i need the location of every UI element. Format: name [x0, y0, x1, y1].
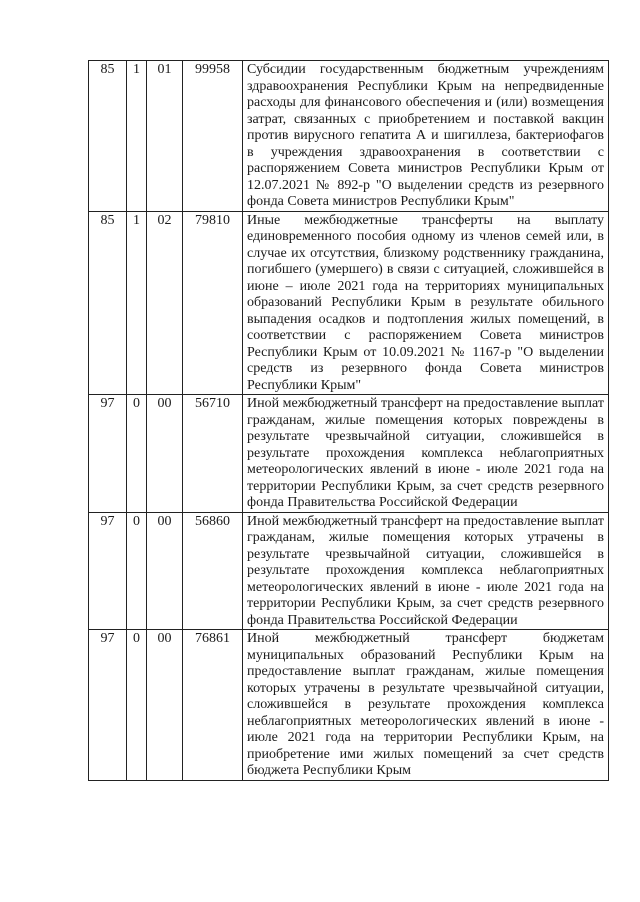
description-cell: Иной межбюджетный трансферт бюджетам муниципальных образований Республики Крым на предоставление выплат гражданам, жилые помещения которых утрачены в результате чрезвычайной ситуации, сложившейся в результате прохождения комплекса неблагоприятных метеорологических явлений в июне - июле 2021 года на территории Республики Крым, на приобретение ими жилых помещений за счет средств бюджета Республики Крым: [243, 630, 609, 781]
description-cell: Иные межбюджетные трансферты на выплату единовременного пособия одному из членов семей или, в случае их отсутствия, близкому родственнику гражданина, погибшего (умершего) в связи с ситуацией, сложившейся в июне – июле 2021 года на территориях муниципальных образований Республики Крым в результате обильного выпадения осадков и подтопления жилых помещений, в соответствии с распоряжением Совета министров Республики Крым от 10.09.2021 № 1167-р "О выделении средств из резервного фонда Совета министров Республики Крым": [243, 211, 609, 395]
description-cell: Иной межбюджетный трансферт на предоставление выплат гражданам, жилые помещения которых повреждены в результате чрезвычайной ситуации, сложившейся в результате прохождения комплекса неблагоприятных метеорологических явлений в июне - июле 2021 года на территории Республики Крым, за счет средств резервного фонда Правительства Российской Федерации: [243, 395, 609, 513]
event-code-cell: 00: [147, 630, 183, 781]
event-code-cell: 00: [147, 395, 183, 513]
subprogram-code-cell: 0: [127, 512, 147, 630]
direction-code-cell: 76861: [183, 630, 243, 781]
program-code-cell: 97: [89, 512, 127, 630]
direction-code-cell: 79810: [183, 211, 243, 395]
program-code-cell: 85: [89, 61, 127, 212]
table-row: [89, 630, 609, 781]
subprogram-code-cell: 0: [127, 395, 147, 513]
event-code-cell: 02: [147, 211, 183, 395]
table-row: [89, 395, 609, 513]
direction-code-cell: 56860: [183, 512, 243, 630]
subprogram-code-cell: 1: [127, 211, 147, 395]
description-cell: Иной межбюджетный трансферт на предоставление выплат гражданам, жилые помещения которых утрачены в результате чрезвычайной ситуации, сложившейся в результате прохождения комплекса неблагоприятных метеорологических явлений в июне - июле 2021 года на территории Республики Крым, за счет средств резервного фонда Правительства Российской Федерации: [243, 512, 609, 630]
description-cell: Субсидии государственным бюджетным учреждениям здравоохранения Республики Крым на непредвиденные расходы для финансового обеспечения и (или) возмещения затрат, связанных с приобретением и поставкой вакцин против вирусного гепатита А и шигиллеза, бактериофагов в учреждения здравоохранения в соответствии с распоряжением Совета министров Республики Крым от 12.07.2021 № 892-р "О выделении средств из резервного фонда Совета министров Республики Крым": [243, 61, 609, 212]
event-code-cell: 01: [147, 61, 183, 212]
program-code-cell: 85: [89, 211, 127, 395]
table-row: [89, 61, 609, 212]
program-code-cell: 97: [89, 395, 127, 513]
direction-code-cell: 99958: [183, 61, 243, 212]
subprogram-code-cell: 1: [127, 61, 147, 212]
table-row: [89, 512, 609, 630]
subprogram-code-cell: 0: [127, 630, 147, 781]
table-row: [89, 211, 609, 395]
program-code-cell: 97: [89, 630, 127, 781]
direction-code-cell: 56710: [183, 395, 243, 513]
budget-classification-table: [88, 60, 609, 781]
event-code-cell: 00: [147, 512, 183, 630]
document-page: [88, 60, 608, 781]
